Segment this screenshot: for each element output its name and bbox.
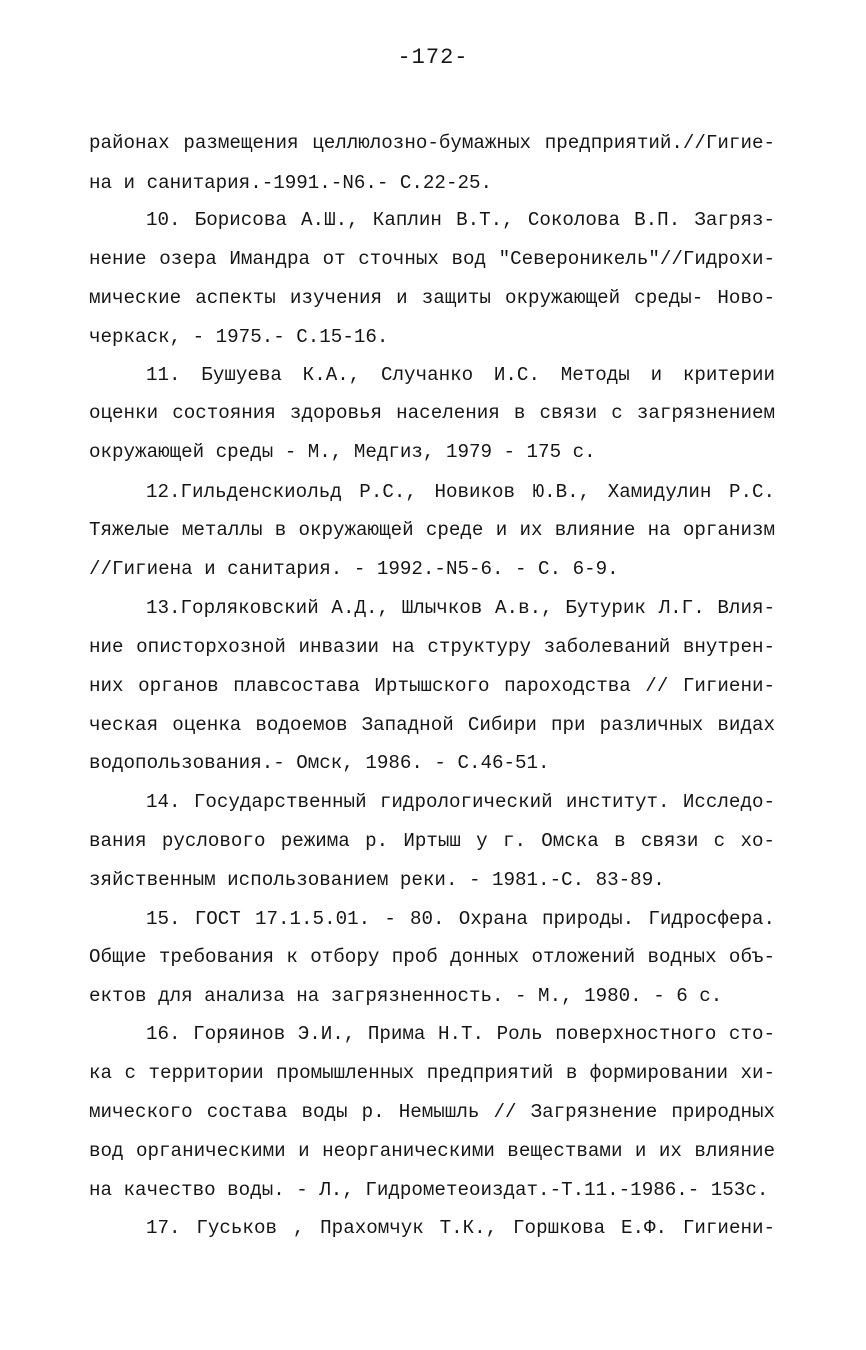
reference-item-15: 15. ГОСТ 17.1.5.01. - 80. Охрана природы. Гидросфера. [146,908,775,930]
text-line: ектов для анализа на загрязненность. - М., 1980. - 6 с. [89,985,723,1007]
text-line: ческая оценка водоемов Западной Сибири при различных видах [89,714,775,736]
text-line: вод органическими и неорганическими веществами и их влияние [89,1140,775,1162]
reference-item-12: 12.Гильденскиольд Р.С., Новиков Ю.В., Хамидулин Р.С. [146,481,775,503]
text-line: //Гигиена и санитария. - 1992.-N5-6. - С. 6-9. [89,558,619,580]
text-line: водопользования.- Омск, 1986. - С.46-51. [89,752,550,774]
text-line: ка с территории промышленных предприятий в формировании хи- [89,1062,775,1084]
text-line: них органов плавсостава Иртышского пароходства // Гигиени- [89,675,775,697]
text-line: мические аспекты изучения и защиты окружающей среды- Ново- [89,287,775,309]
reference-item-16: 16. Горяинов Э.И., Прима Н.Т. Роль поверхностного сто- [146,1023,775,1045]
text-line: Тяжелые металлы в окружающей среде и их влияние на организм [89,519,775,541]
text-line: вания руслового режима р. Иртыш у г. Омска в связи с хо- [89,830,775,852]
text-line: ние описторхозной инвазии на структуру заболеваний внутрен- [89,636,775,658]
text-line: оценки состояния здоровья населения в связи с загрязнением [89,402,775,424]
page-number: -172- [397,45,469,70]
text-line: на и санитария.-1991.-N6.- С.22-25. [89,172,493,194]
text-line: нение озера Имандра от сточных вод "Североникель"//Гидрохи- [89,248,775,270]
text-line: мического состава воды р. Немышль // Загрязнение природных [89,1101,775,1123]
text-line: окружающей среды - М., Медгиз, 1979 - 175 с. [89,441,596,463]
text-line: Общие требования к отбору проб донных отложений водных объ- [89,946,775,968]
text-line: на качество воды. - Л., Гидрометеоиздат.-Т.11.-1986.- 153с. [89,1179,769,1201]
text-line: районах размещения целлюлозно-бумажных предприятий.//Гигие- [89,132,775,154]
reference-item-17: 17. Гуськов , Прахомчук Т.К., Горшкова Е.Ф. Гигиени- [146,1217,775,1239]
reference-item-11: 11. Бушуева К.А., Случанко И.С. Методы и критерии [146,364,775,386]
text-line: зяйственным использованием реки. - 1981.-С. 83-89. [89,869,665,891]
text-line: черкаск, - 1975.- С.15-16. [89,326,389,348]
reference-item-13: 13.Горляковский А.Д., Шлычков А.в., Бутурик Л.Г. Влия- [146,597,775,619]
reference-item-10: 10. Борисова А.Ш., Каплин В.Т., Соколова В.П. Загряз- [146,209,775,231]
reference-item-14: 14. Государственный гидрологический институт. Исследо- [146,791,775,813]
